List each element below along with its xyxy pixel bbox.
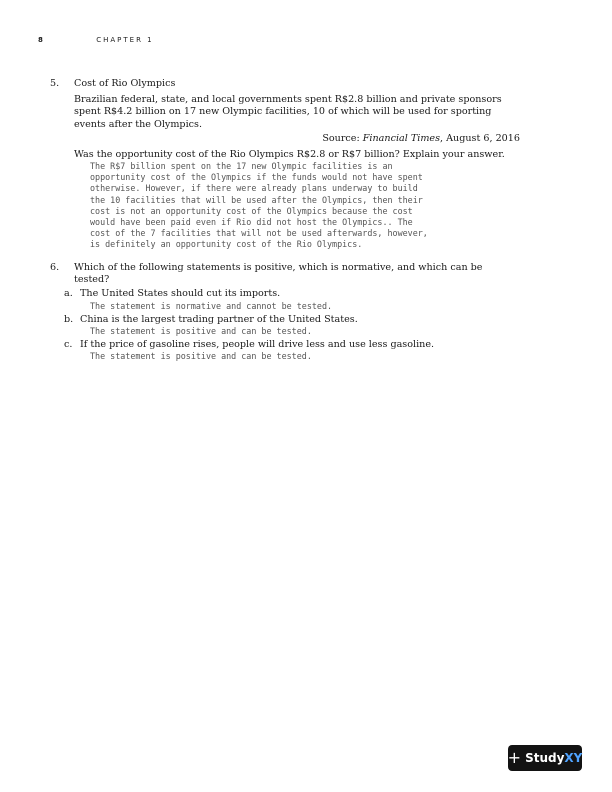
sub-letter: a. <box>64 288 73 300</box>
page-header <box>38 36 154 44</box>
sub-letter: b. <box>64 313 74 325</box>
question-number: 6. <box>50 262 60 273</box>
sub-answer: The statement is positive and can be tested. <box>90 351 312 362</box>
question-5 <box>50 78 520 250</box>
sub-question-a <box>64 288 520 311</box>
question-number: 5. <box>50 78 60 89</box>
sub-letter: c. <box>64 339 73 350</box>
plus-icon: + <box>507 748 522 767</box>
chapter-label: CHAPTER 1 <box>96 36 154 44</box>
question-text: Was the opportunity cost of the Rio Olympics R$2.8 or R$7 billion? Explain your answer. <box>74 149 505 161</box>
question-6 <box>50 262 520 362</box>
sub-question-c <box>64 339 520 362</box>
sub-statement: The United States should cut its imports. <box>80 288 281 300</box>
answer-text: The R$7 billion spent on the 17 new Olympic facilities is an opportunity cost of the Olympics if the funds would not have spent otherwise. However, if there were already plans underway to build the 10 facilities that will be used after the Olympics, then their cost is not an opportunity cost of the Olympics because the cost would have been paid even if Rio did not host the Olympics.. The cost of the 7 facilities that will not be used afterwards, however, is definitely an opportunity cost of the Rio Olympics. <box>90 161 428 249</box>
source-publication: Financial Times <box>362 132 441 144</box>
question-paragraph: Brazilian federal, state, and local governments spent R$2.8 billion and private sponsors spent R$4.2 billion on 17 new Olympic facilities, 10 of which will be used for sporting events after the Olympics. <box>74 94 502 130</box>
page-number: 8 <box>38 36 43 44</box>
sub-statement: China is the largest trading partner of the United States. <box>80 313 358 325</box>
source-line: Source: Financial Times, August 6, 2016 <box>322 132 520 144</box>
sub-question-b <box>64 313 520 337</box>
badge-label: StudyXY <box>525 751 583 765</box>
studyxy-badge[interactable] <box>508 745 582 771</box>
question-text: Which of the following statements is positive, which is normative, and which can be tested? <box>74 262 483 286</box>
sub-answer: The statement is positive and can be tested. <box>90 325 312 336</box>
question-title: Cost of Rio Olympics <box>74 78 176 89</box>
sub-statement: If the price of gasoline rises, people will drive less and use less gasoline. <box>80 339 435 350</box>
sub-answer: The statement is normative and cannot be tested. <box>90 300 333 311</box>
